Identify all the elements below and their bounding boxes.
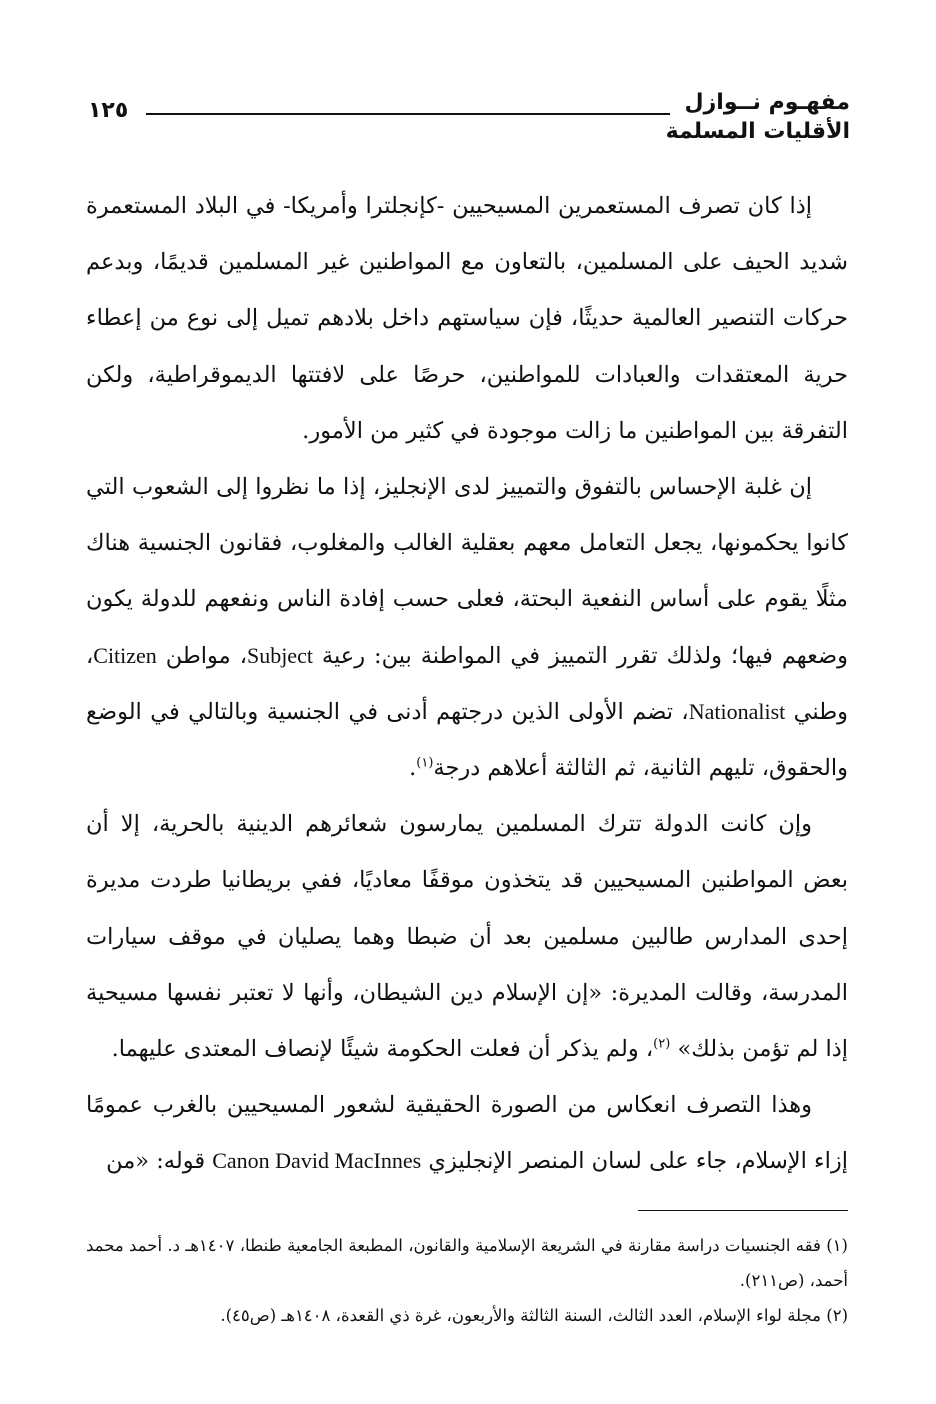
term-nationalist: Nationalist <box>688 698 786 724</box>
footnote-2: (٢) مجلة لواء الإسلام، العدد الثالث، السنة الثالثة والأربعون، غرة ذي القعدة، ١٤٠٨هـ (ص٤٥). <box>220 1306 848 1325</box>
paragraph-2-text-b: ، مواطن <box>156 642 247 669</box>
footnote-1: (١) فقه الجنسيات دراسة مقارنة في الشريعة الإسلامية والقانون، المطبعة الجامعية طنطا، ١٤٠٧هـ د. أحمد محمد أحمد، (ص٢١١). <box>86 1236 848 1290</box>
paragraph-4 <box>86 1077 848 1189</box>
header-rule <box>146 113 670 115</box>
paragraph-3-text-a: وإن كانت الدولة تترك المسلمين يمارسون شعائرهم الدينية بالحرية، إلا أن بعض المواطنين المسيحيين قد يتخذون موقفًا معاديًا، ففي بريطانيا طردت مديرة إحدى المدارس طالبين مسلمين بعد أن ضبطا وهما يصليان في موقف سيارات المدرسة، وقالت المديرة: «إن الإسلام دين الشيطان، وأنها لا تعتبر نفسها مسيحية إذا لم تؤمن بذلك» <box>86 811 848 1063</box>
paragraph-4-text-a: وهذا التصرف انعكاس من الصورة الحقيقية لشعور المسيحيين بالغرب عمومًا إزاء الإسلام، جاء على لسان المنصر الإنجليزي <box>86 1092 848 1175</box>
paragraph-3-text-b: ، ولم يذكر أن فعلت الحكومة شيئًا لإنصاف المعتدى عليهما. <box>111 1036 654 1063</box>
chapter-title-line-1: مفهـوم نــوازل <box>684 90 850 115</box>
chapter-title-line-2: الأقليات المسلمة <box>665 119 850 144</box>
term-person-name: Canon David MacInnes <box>212 1148 422 1174</box>
footnotes <box>86 1228 848 1333</box>
running-header <box>88 88 850 158</box>
paragraph-2 <box>86 459 848 796</box>
paragraph-3 <box>86 796 848 1077</box>
footnote-ref-2[interactable]: (٢) <box>653 1036 671 1052</box>
footnote-separator <box>638 1210 848 1211</box>
footnote-ref-1[interactable]: (١) <box>416 755 434 771</box>
paragraph-2-text-a: إن غلبة الإحساس بالتفوق والتمييز لدى الإنجليز، إذا ما نظروا إلى الشعوب التي كانوا يحكمونها، يجعل التعامل معهم بعقلية الغالب والمغلوب، فقانون الجنسية هناك مثلًا يقوم على أساس النفعية البحتة، فعلى حسب إفادة الناس ونفعهم للدولة يكون وضعهم فيها؛ ولذلك تقرر التمييز في المواطنة بين: رعية <box>86 474 848 669</box>
paragraph-4-text-b: قوله: «من <box>106 1148 213 1175</box>
term-citizen: Citizen <box>93 642 157 668</box>
paragraph-2-text-d: ، تضم الأولى الذين درجتهم أدنى في الجنسية وبالتالي في الوضع والحقوق، تليهم الثانية، ثم الثالثة أعلاهم درجة <box>86 698 848 782</box>
paragraph-2-text-e: . <box>409 755 417 782</box>
page-number: ١٢٥ <box>88 98 129 123</box>
body-text <box>86 178 848 1190</box>
term-subject: Subject <box>246 642 313 668</box>
paragraph-2-text-c: ، وطني <box>86 642 848 725</box>
chapter-title <box>666 88 850 146</box>
paragraph-1: إذا كان تصرف المستعمرين المسيحيين -كإنجلترا وأمريكا- في البلاد المستعمرة شديد الحيف على المسلمين، بالتعاون مع المواطنين غير المسلمين قديمًا، وبدعم حركات التنصير العالمية حديثًا، فإن سياستهم داخل بلادهم تميل إلى نوع من إعطاء حرية المعتقدات والعبادات للمواطنين، حرصًا على لافتتها الديموقراطية، ولكن التفرقة بين المواطنين ما زالت موجودة في كثير من الأمور. <box>86 193 848 444</box>
